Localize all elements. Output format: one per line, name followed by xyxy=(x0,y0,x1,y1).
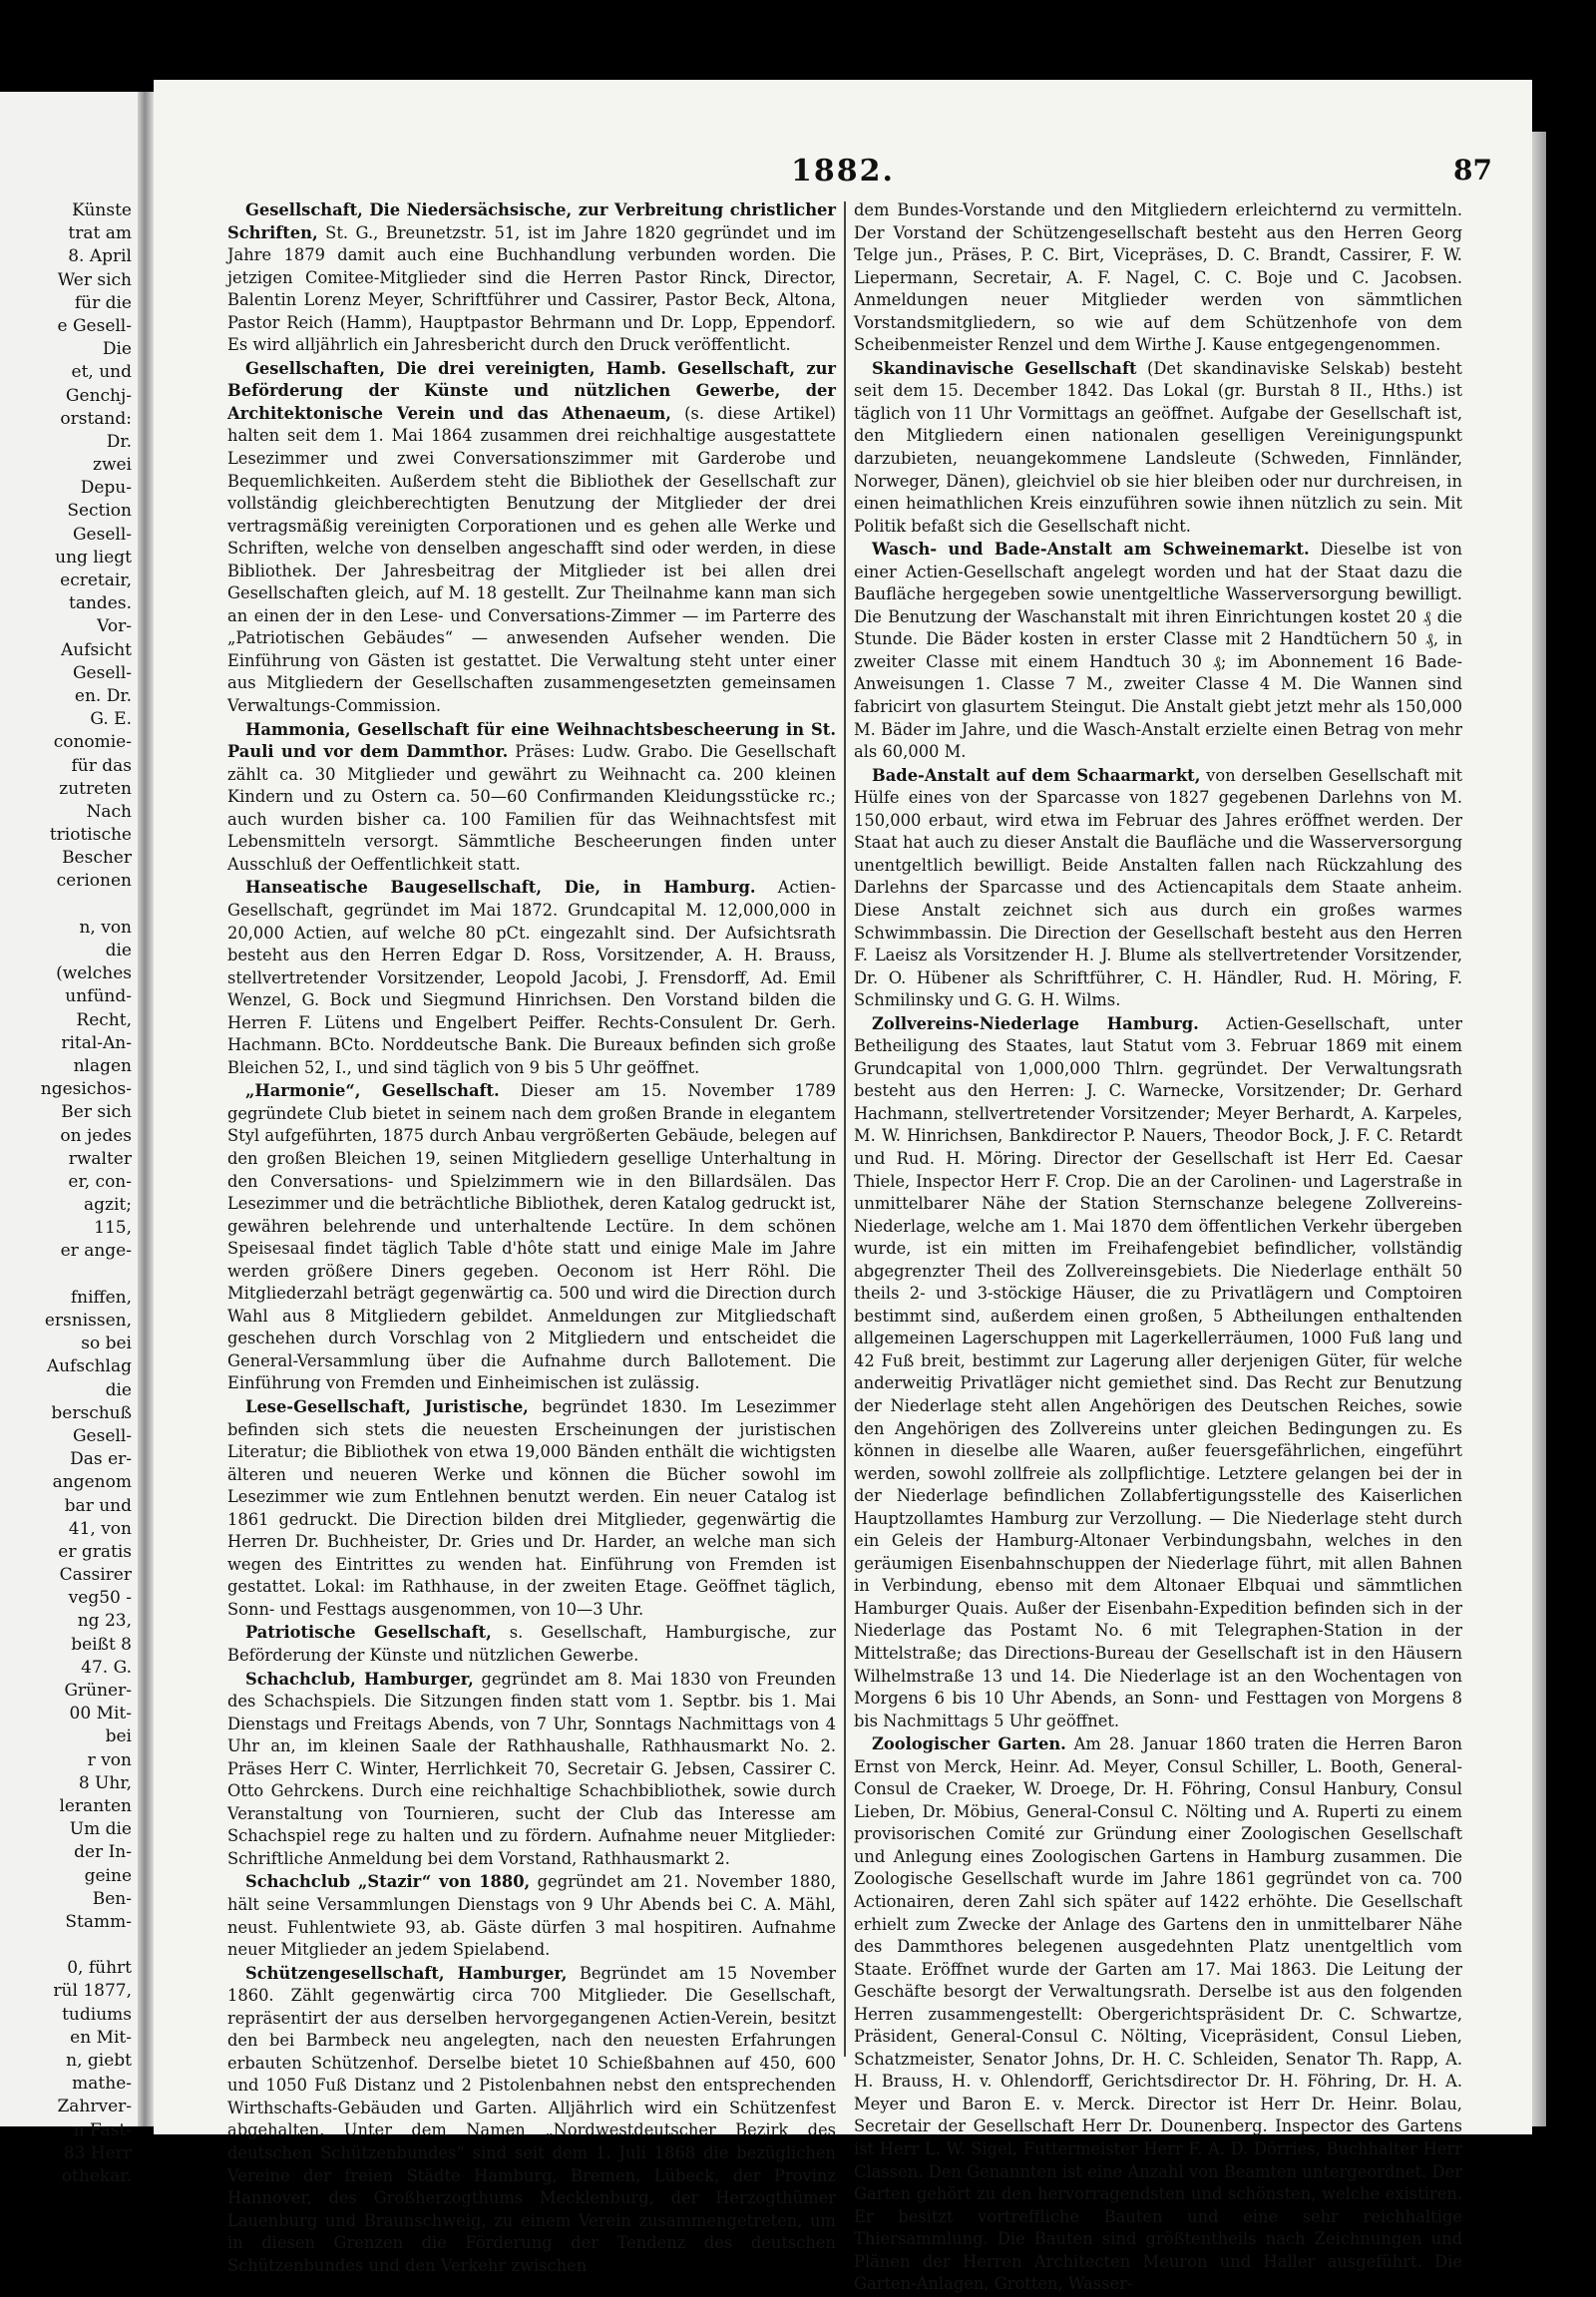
directory-entry xyxy=(854,358,1462,538)
fragment-line: leranten xyxy=(59,1795,132,1816)
fragment-line: Ben- xyxy=(92,1888,132,1909)
fragment-line: Aufsicht xyxy=(61,639,132,660)
entry-text: von derselben Gesellschaft mit Hülfe eines von der Sparcasse von 1827 gegebenen Darlehns von M. 150,000 erbaut, wird etwa im Februar des Jahres eröffnet werden. Der Staat hat auch zu dieser Anstalt die Baufläche und die Wasserversorgung unentgeltlich bewilligt. Beide Anstalten fallen nach Rückzahlung des Darlehns der Sparcasse und des Actiencapitals dem Staate anheim. Diese Anstalt zeichnet sich aus durch ein großes warmes Schwimmbassin. Die Direction der Gesellschaft besteht aus den Herren F. Laeisz als Vorsitzender H. J. Blume als stellvertretender Vorsitzender, Dr. O. Hübener als Schriftführer, C. H. Händler, Rud. H. Möring, F. Schmilinsky und G. G. H. Wilms. xyxy=(854,765,1462,1010)
fragment-line: agzit; xyxy=(84,1195,132,1216)
fragment-line: 41, von xyxy=(68,1518,132,1539)
entry-text: dem Bundes-Vorstande und den Mitgliedern erleichternd zu vermitteln. Der Vorstand der Schützengesellschaft besteht aus den Herren Georg Telge jun., Präses, P. C. Birt, Vicepräses, D. C. Brandt, Cassirer, F. W. Liepermann, Secretair, A. F. Nagel, C. C. Boje und C. Jacobsen. Anmeldungen neuer Mitglieder werden von sämmtlichen Vorstandsmitgliedern, so wie auf dem Schützenhofe von dem Scheibenmeister Renzel und dem Wirthe J. Kause entgegengenommen. xyxy=(854,200,1462,355)
book-gutter xyxy=(138,92,154,2126)
fragment-line: n, giebt xyxy=(66,2051,132,2071)
fragment-line: fniffen, xyxy=(70,1287,132,1308)
fragment-line: G. E. xyxy=(90,709,132,730)
entry-text: gegründet am 21. November 1880, hält seine Versammlungen Dienstags von 9 Uhr Abends bei C. A. Mähl, neust. Fuhlentwiete 93, ab. Gäste dürfen 3 mal hospitiren. Aufnahme neuer Mitglieder an jedem Spielabend. xyxy=(227,1872,836,1960)
fragment-line: e Gesell- xyxy=(57,315,132,336)
fragment-line: Grüner- xyxy=(64,1681,132,1701)
entry-heading: Wasch- und Bade-Anstalt am Schweinemarkt. xyxy=(872,540,1310,560)
fragment-line: Cassirer xyxy=(59,1565,132,1586)
fragment-line xyxy=(0,1264,132,1287)
entry-heading: „Harmonie“, Gesellschaft. xyxy=(245,1081,500,1101)
entry-text: Actien-Gesellschaft, unter Betheiligung des Staates, laut Statut vom 3. Februar 1869 mit einem Grundcapital von 1,000,000 Thlrn. gegründet. Der Verwaltungsrath besteht aus den Herren: J. C. Warnecke, Vorsitzender; Dr. Gerhard Hachmann, stellvertretender Vorsitzender; Meyer Berhardt, A. Karpeles, M. W. Hinrichsen, Bankdirector P. Nauers, Theodor Bock, J. F. C. Retardt und Rud. H. Möring. Director der Gesellschaft ist Herr Ed. Caesar Thiele, Inspector Herr F. Crop. Die an der Carolinen- und Lagerstraße in unmittelbarer Nähe der Station Sternschanze belegene Zollvereins-Niederlage, welche am 1. Mai 1870 dem öffentlichen Verkehr übergeben wurde, ist ein mitten im Freihafengebiet befindlicher, vollständig abgegrenzter Theil des Zollvereinsgebiets. Die Niederlage enthält 50 theils 2- und 3-stöckige Häuser, die zu Privatlägern und Comptoiren bestimmt sind, außerdem einen großen, 5 Abtheilungen enthaltenden allgemeinen Lagerschuppen mit Lagerkellerräumen, 1000 Fuß lang und 42 Fuß breit, bestimmt zur Lagerung aller derjenigen Güter, für welche anderweitig Privatläger nicht gemiethet sind. Das Recht zur Benutzung der Niederlage steht allen Angehörigen des Deutschen Reiches, sowie den Angehörigen des Zollvereins unter gleichen Bedingungen zu. Es können in dieselbe alle Waaren, außer feuersgefährlichen, eingeführt werden, sowohl zollfreie als zollpflichtige. Letztere gelangen bei der in der Niederlage befindlichen Zollabfertigungsstelle des Kaiserlichen Hauptzollamtes Hamburg zur Verzollung. — Die Niederlage steht durch ein Geleis der Hamburg-Altonaer Verbindungsbahn, welches in den geräumigen Eisenbahnschuppen der Niederlage führt, mit allen Bahnen in Verbindung, ebenso mit dem Altonaer Elbquai und sämmtlichen Hamburger Quais. Außer der Eisenbahn-Expedition befinden sich in der Niederlage das Postamt No. 6 mit Telegraphen-Station in der Mittelstraße; das Directions-Bureau der Gesellschaft ist in den Häusern Wilhelmstraße 13 und 14. Die Niederlage ist an den Wochentagen von Morgens 6 bis 10 Uhr Abends, an Sonn- und Festtagen von Morgens 8 bis Nachmittags 5 Uhr geöffnet. xyxy=(854,1013,1462,1730)
entry-text: St. G., Breunetzstr. 51, ist im Jahre 1820 gegründet und im Jahre 1879 damit auch eine Buchhandlung verbunden worden. Die jetzigen Comitee-Mitglieder sind die Herren Pastor Rinck, Director, Balentin Lorenz Meyer, Schriftführer und Cassirer, Pastor Beck, Altona, Pastor Reich (Hamm), Hauptpastor Behrmann und Dr. Lopp, Eppendorf. Es wird alljährlich ein Jahresbericht durch den Druck veröffentlicht. xyxy=(227,222,836,355)
fragment-line: ersnissen, xyxy=(44,1311,132,1331)
page-edge xyxy=(1532,132,1546,2126)
entry-heading: Schachclub „Stazir“ von 1880, xyxy=(245,1872,531,1892)
fragment-line: Gesell- xyxy=(72,662,132,683)
fragment-line: Ber sich xyxy=(61,1102,132,1123)
fragment-line xyxy=(0,1934,132,1957)
directory-entry xyxy=(227,358,836,718)
fragment-line: en Mit- xyxy=(70,2027,132,2048)
fragment-line: en. Dr. xyxy=(74,685,132,706)
fragment-line: zutreten xyxy=(59,778,132,799)
fragment-line: Section xyxy=(67,501,132,522)
directory-entry xyxy=(854,1733,1462,2296)
entry-text: Actien-Gesellschaft, gegründet im Mai 1872. Grundcapital M. 12,000,000 in 20,000 Actien, auf welche 80 pCt. eingezahlt sind. Der Aufsichtsrath besteht aus den Herren Edgar D. Ross, Vorsitzender, A. H. Brauss, stellvertretender Vorsitzender, Leopold Jacobi, J. Frensdorff, Ad. Emil Wenzel, G. Bock und Siegmund Hinrichsen. Den Vorstand bilden die Herren F. Lütens und Engelbert Peiffer. Rechts-Consulent Dr. Gerh. Hachmann. BCto. Norddeutsche Bank. Die Bureaux befinden sich große Bleichen 52, I., und sind täglich von 9 bis 5 Uhr geöffnet. xyxy=(227,878,836,1077)
fragment-line: für die xyxy=(74,292,132,313)
entry-heading: Schützengesellschaft, Hamburger, xyxy=(245,1963,568,1983)
page-header xyxy=(154,154,1532,193)
fragment-line: veg50 - xyxy=(68,1588,132,1609)
fragment-line: nlagen xyxy=(73,1055,132,1076)
entry-heading: Gesellschaft, Die Niedersächsische, zur Verbreitung christlicher Schriften, xyxy=(227,200,836,242)
fragment-line: Aufschlag xyxy=(46,1356,132,1377)
entry-heading: Zollvereins-Niederlage Hamburg. xyxy=(872,1013,1199,1033)
directory-entry xyxy=(854,765,1462,1012)
fragment-line: conomie- xyxy=(53,732,132,753)
fragment-line: Wer sich xyxy=(57,269,132,290)
fragment-line: beißt 8 xyxy=(71,1634,132,1655)
entry-heading: Hanseatische Baugesellschaft, Die, in Hamburg. xyxy=(245,878,756,898)
fragment-line: die xyxy=(105,941,132,960)
page-year: 1882. xyxy=(791,154,895,189)
entry-text: s. Gesellschaft, Hamburgische, zur Beförderung der Künste und nützlichen Gewerbe. xyxy=(227,1623,837,1665)
fragment-line: Recht, xyxy=(76,1009,132,1030)
fragment-line: für das xyxy=(71,755,132,776)
fragment-line: trat am xyxy=(68,223,132,244)
directory-entry xyxy=(227,719,836,877)
fragment-line: er gratis xyxy=(58,1541,132,1562)
fragment-line: 83 Herr xyxy=(63,2142,132,2163)
fragment-line: Nach xyxy=(86,801,132,822)
fragment-line: bei xyxy=(105,1726,132,1747)
entry-text: Am 28. Januar 1860 traten die Herren Baron Ernst von Merck, Heinr. Ad. Meyer, Consul Schiller, L. Booth, General-Consul de Craeker, W. Droege, Dr. H. Föhring, Consul Hanbury, Consul Lieben, Dr. Möbius, General-Consul C. Nölting und A. Ruperti zu einem provisorischen Comité zur Gründung einer Zoologischen Gesellschaft und Anlegung eines Zoologischen Gartens in Hamburg zusammen. Die Zoologische Gesellschaft wurde im Jahre 1861 gegründet von ca. 700 Actionairen, deren Zahl sich später auf 1422 erhöhte. Die Gesellschaft erhielt zum Zwecke der Anlage des Gartens den in unmittelbarer Nähe des Dammthores belegenen ausgedehnten Platz unentgeltlich vom Staate. Eröffnet wurde der Garten am 17. Mai 1863. Die Leitung der Geschäfte besorgt der Verwaltungsrath. Derselbe ist aus den folgenden Herren zusammengestellt: Obergerichtspräsident Dr. C. Schwartze, Präsident, General-Consul C. Nölting, Vicepräsident, Consul Lieben, Schatzmeister, Senator Johns, Dr. H. C. Schleiden, Senator Th. Rapp, A. H. Brauss, H. v. Ohlendorff, Gerichtsdirector Dr. H. Föhring, Dr. H. A. Meyer und Baron E. v. Merck. Director ist Herr Dr. Heinr. Bolau, Secretair der Gesellschaft Herr Dr. Dounenberg. Inspector des Gartens ist Herr L. W. Sigel, Futtermeister Herr F. A. D. Dörries, Buchhalter Herr Classen. Den Genannten ist eine Anzahl von Beamten untergeordnet. Der Garten gehört zu den hervorragendsten und schönsten, welche existiren. Er besitzt vortreffliche Bauten und eine sehr reichhaltige Thiersammlung. Die Bauten sind größtentheils nach Zeichnungen und Plänen der Herren Architecten Meuron und Haller ausgeführt. Die Garten-Anlagen, Grotten, Wasser- xyxy=(854,1734,1462,2294)
fragment-line: die xyxy=(105,1379,132,1400)
fragment-line: berschuß xyxy=(51,1402,132,1423)
fragment-line: angenom xyxy=(52,1472,132,1493)
fragment-line: r von xyxy=(87,1749,132,1770)
directory-entry xyxy=(227,1622,836,1667)
fragment-line: bar und xyxy=(64,1495,132,1516)
fragment-line: unfünd- xyxy=(65,986,132,1007)
fragment-line xyxy=(0,894,132,917)
entry-heading: Skandinavische Gesellschaft xyxy=(872,358,1137,378)
fragment-line: triotische xyxy=(49,825,132,846)
fragment-line: rül 1877, xyxy=(53,1981,132,2002)
fragment-line: Genchj- xyxy=(65,385,132,406)
fragment-line: Künste xyxy=(72,200,132,220)
right-column xyxy=(854,199,1462,2297)
fragment-line: (welches xyxy=(56,963,132,984)
directory-entry xyxy=(854,199,1462,357)
fragment-line: Das er- xyxy=(70,1449,132,1470)
fragment-line: rital-An- xyxy=(61,1032,132,1053)
fragment-line: ngesichos- xyxy=(40,1079,132,1100)
fragment-line: Vor- xyxy=(97,616,132,637)
entry-heading: Bade-Anstalt auf dem Schaarmarkt, xyxy=(872,765,1201,785)
fragment-line: Stamm- xyxy=(65,1911,132,1932)
fragment-line: 47. G. xyxy=(81,1657,132,1678)
fragment-line: geine xyxy=(84,1865,132,1886)
page-number: 87 xyxy=(1453,154,1492,187)
fragment-line: Zahrver- xyxy=(57,2097,132,2117)
fragment-line: ng 23, xyxy=(77,1611,132,1632)
entry-heading: Zoologischer Garten. xyxy=(872,1734,1066,1754)
directory-entry xyxy=(227,199,836,357)
entry-text: Dieser am 15. November 1789 gegründete Club bietet in seinem nach dem großen Brande in elegantem Styl aufgeführten, 1875 durch Anbau vergrößerten Gebäude, belegen auf den großen Bleichen 19, seinen Mitgliedern gesellige Unterhaltung in den Conversations- und Spielzimmern wie in den Billardsälen. Das Lesezimmer und die beträchtliche Bibliothek, deren Katalog gedruckt ist, gewähren belehrende und unterhaltende Lectüre. In dem schönen Speisesaal findet täglich Table d'hôte statt und einige Male im Jahre werden größere Diners gegeben. Oeconom ist Herr Röhl. Die Mitgliederzahl beträgt gegenwärtig ca. 500 und wird die Direction durch Wahl aus 8 Mitgliedern gebildet. Anmeldungen zur Mitgliedschaft geschehen durch Vorschlag von 2 Mitgliedern und entscheidet die General-Versammlung über die Aufnahme durch Ballotement. Die Einführung von Fremden und Einheimischen ist zulässig. xyxy=(227,1081,836,1393)
fragment-line: Die xyxy=(102,339,132,360)
directory-entry xyxy=(854,539,1462,763)
fragment-line: Gesell- xyxy=(72,524,132,545)
column-divider xyxy=(844,201,846,2057)
entry-heading: Gesellschaften, Die drei vereinigten, Hamb. Gesellschaft, zur Beförderung der Künste und nützlichen Gewerbe, der Architektonische Verein und das Athenaeum, xyxy=(227,358,836,423)
fragment-line: ecretair, xyxy=(60,571,132,590)
fragment-line: Gesell- xyxy=(72,1425,132,1446)
entry-heading: Hammonia, Gesellschaft für eine Weihnachtsbescheerung in St. Pauli und vor dem Dammthor. xyxy=(227,719,836,762)
directory-entry xyxy=(227,1871,836,1961)
entry-text: begründet 1830. Im Lesezimmer befinden sich stets die neuesten Erscheinungen der juristischen Literatur; die Bibliothek von etwa 19,000 Bänden enthält die wichtigsten älteren und neueren Werke und können die Bücher sowohl im Lesezimmer wie zum Entlehnen benutzt werden. Ein neuer Catalog ist 1861 gedruckt. Die Direction bilden drei Mitglieder, gegenwärtig die Herren Dr. Buchheister, Dr. Gries und Dr. Harder, an welche man sich wegen des Eintrittes zu wenden hat. Einführung von Fremden ist gestattet. Lokal: im Rathhause, in der zweiten Etage. Geöffnet täglich, Sonn- und Festtags ausgenommen, von 10—3 Uhr. xyxy=(227,1396,836,1619)
fragment-line: tandes. xyxy=(69,593,132,614)
fragment-line: Dr. xyxy=(106,431,132,452)
fragment-line: ung liegt xyxy=(55,547,132,568)
fragment-line: othekar. xyxy=(61,2165,132,2186)
entry-text: Begründet am 15 November 1860. Zählt gegenwärtig circa 700 Mitglieder. Die Gesellschaft, repräsentirt der aus derselben hervorgegangenen Actien-Verein, besitzt den bei Barmbeck neu angelegten, nach den neuesten Erfahrungen erbauten Schützenhof. Derselbe bietet 10 Schießbahnen auf 450, 600 und 1050 Fuß Distanz und 2 Pistolenbahnen nebst den entsprechenden Wirthschafts-Gebäuden und Garten. Alljährlich wird ein Schützenfest abgehalten. Unter dem Namen „Nordwestdeutscher Bezirk des deutschen Schützenbundes“ sind seit dem 1. Juli 1868 die bezüglichen Vereine der freien Städte Hamburg, Bremen, Lübeck, der Provinz Hannover, des Großherzogthums Mecklenburg, der Herzogthümer Lauenburg und Braunschweig, zu einem Verein zusammengetreten, um in diesen Grenzen die Förderung der Tendenz des deutschen Schützenbundes und den Verkehr zwischen xyxy=(227,1963,836,2275)
fragment-line: 00 Mit- xyxy=(69,1704,132,1724)
directory-entry xyxy=(854,1013,1462,1733)
page xyxy=(154,80,1532,2294)
fragment-line: rwalter xyxy=(68,1148,132,1169)
previous-page-fragments xyxy=(0,92,138,2188)
entry-heading: Lese-Gesellschaft, Juristische, xyxy=(245,1396,529,1416)
left-column xyxy=(227,199,836,2278)
fragment-line: der In- xyxy=(74,1842,132,1863)
fragment-line: n, von xyxy=(79,917,132,938)
directory-entry xyxy=(227,1080,836,1395)
previous-page-edge xyxy=(0,92,138,2186)
entry-heading: Patriotische Gesellschaft, xyxy=(245,1623,492,1643)
fragment-line: 8 Uhr, xyxy=(78,1772,132,1793)
fragment-line: 0, führt xyxy=(67,1958,132,1979)
fragment-line: 8. April xyxy=(68,246,132,267)
entry-text: (s. diese Artikel) halten seit dem 1. Mai 1864 zusammen drei reichhaltige ausgestattete Lesezimmer und zwei Conversationszimmer mit Garderobe und Bequemlichkeiten. Außerdem steht die Bibliothek der Gesellschaft zur vollständig gleichberechtigten Benutzung der Mitglieder der drei vertragsmäßig vereinigten Corporationen und es gehen alle Werke und Schriften, welche von denselben angeschafft sind oder werden, in diese Bibliothek. Der Jahresbeitrag der Mitglieder ist bei allen drei Gesellschaften gleich, auf M. 18 gestellt. Zur Theilnahme kann man sich an einen der in den Lese- und Conversations-Zimmer — im Parterre des „Patriotischen Gebäudes“ — anwesenden Aufseher wenden. Die Einführung von Gästen ist gestattet. Die Verwaltung steht unter einer aus Mitgliedern der Gesellschaften zusammengesetzten gemeinsamen Verwaltungs-Commission. xyxy=(227,403,836,716)
fragment-line: cerionen xyxy=(56,871,132,892)
fragment-line: Bescher xyxy=(62,848,132,869)
fragment-line: er ange- xyxy=(60,1241,132,1262)
directory-entry xyxy=(227,877,836,1079)
fragment-line: so bei xyxy=(81,1334,132,1354)
entry-text: Dieselbe ist von einer Actien-Gesellschaft angelegt worden und hat der Staat dazu die Baufläche hergegeben sowie unentgeltliche Wasserversorgung bewilligt. Die Benutzung der Waschanstalt mit ihren Einrichtungen kostet 20 ₰ die Stunde. Die Bäder kosten in erster Classe mit 2 Handtüchern 50 ₰, in zweiter Classe mit einem Handtuch 30 ₰; im Abonnement 16 Bade-Anweisungen 1. Classe 7 M., zweiter Classe 4 M. Die Wannen sind fabricirt von glasurtem Steingut. Die Anstalt giebt jetzt mehr als 150,000 M. Bäder im Jahre, und die Wasch-Anstalt erzielte einen Betrag von mehr als 60,000 M. xyxy=(854,540,1462,762)
entry-heading: Schachclub, Hamburger, xyxy=(245,1669,474,1689)
fragment-line: et, und xyxy=(71,362,132,383)
entry-text: gegründet am 8. Mai 1830 von Freunden des Schachspiels. Die Sitzungen finden statt vom 1. Septbr. bis 1. Mai Dienstags und Freitags Abends, von 7 Uhr, Sonntags Nachmittags von 4 Uhr an, im kleinen Saale der Rathhaushalle, Rathhausmarkt No. 2. Präses Herr C. Winter, Herrlichkeit 70, Secretair G. Jebsen, Cassirer C. Otto Gehrckens. Durch eine reichhaltige Schachbibliothek, sowie durch Veranstaltung von Tournieren, sucht der Club das Interesse am Schachspiel rege zu halten und zu fördern. Aufnahme neuer Mitglieder: Schriftliche Anmeldung bei dem Vorstand, Rathhausmarkt 2. xyxy=(227,1669,836,1868)
entry-text: Präses: Ludw. Grabo. Die Gesellschaft zählt ca. 30 Mitglieder und gewährt zu Weihnacht ca. 200 kleinen Kindern und zu Ostern ca. 50—60 Confirmanden Kleidungsstücke rc.; auch wurden bisher ca. 100 Familien für das Weihnachtsfest mit Lebensmitteln versorgt. Sämmtliche Bescheerungen finden unter Ausschluß der Oeffentlichkeit statt. xyxy=(227,742,836,874)
directory-entry xyxy=(227,1963,836,2278)
fragment-line: n Fast- xyxy=(73,2119,132,2140)
fragment-line: Depu- xyxy=(80,478,132,499)
fragment-line: mathe- xyxy=(72,2074,132,2095)
fragment-line: zwei xyxy=(92,455,132,476)
fragment-line: 115, xyxy=(94,1218,132,1239)
fragment-line: tudiums xyxy=(62,2004,132,2025)
fragment-line: orstand: xyxy=(60,408,132,429)
fragment-line: Um die xyxy=(69,1819,132,1840)
directory-entry xyxy=(227,1396,836,1621)
directory-entry xyxy=(227,1669,836,1871)
fragment-line: er, con- xyxy=(68,1171,132,1192)
fragment-line: on jedes xyxy=(60,1125,132,1146)
entry-text: (Det skandinaviske Selskab) besteht seit dem 15. December 1842. Das Lokal (gr. Burstah 8 II., Hths.) ist täglich von 11 Uhr Vormittags an geöffnet. Aufgabe der Gesellschaft ist, den Mitgliedern einen nationalen geselligen Vereinigungspunkt darzubieten, neuangekommene Landsleute (Schweden, Finnländer, Norweger, Dänen), gleichviel ob sie hier bleiben oder nur durchreisen, in einen heimathlichen Kreis einzuführen sowie ihnen nützlich zu sein. Mit Politik befaßt sich die Gesellschaft nicht. xyxy=(854,358,1462,536)
